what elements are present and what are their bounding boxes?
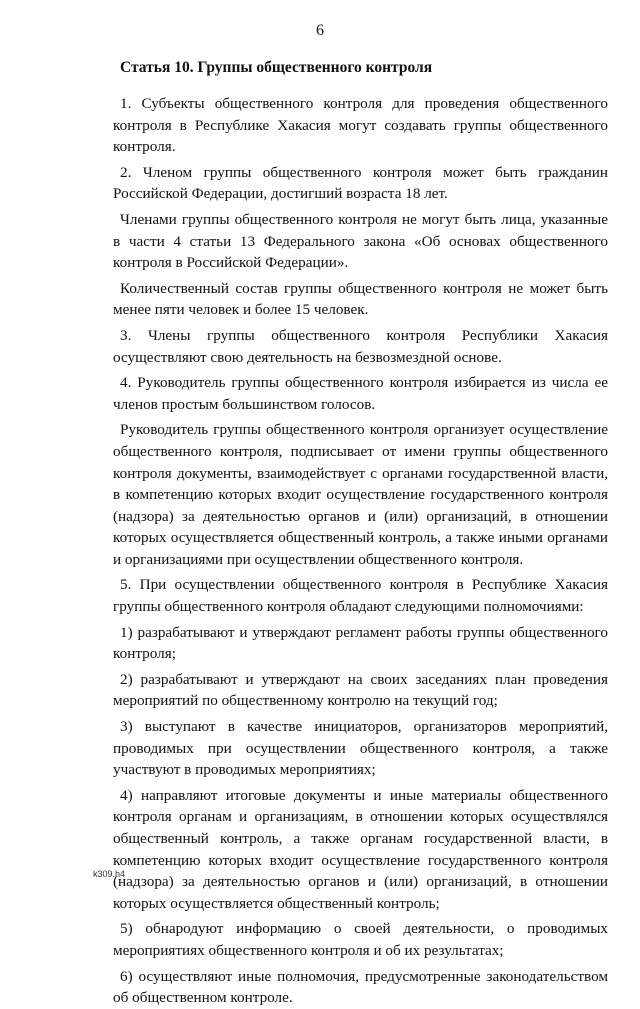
paragraph: 1. Субъекты общественного контроля для проведения общественного контроля в Республике Хакасия могут создавать группы общественного контроля. (113, 95, 608, 156)
list-item: 5) обнародуют информацию о своей деятельности, о проводимых мероприятиях общественного контроля и об их результатах; (113, 920, 608, 959)
paragraph: Количественный состав группы общественного контроля не может быть менее пяти человек и более 15 человек. (113, 279, 608, 319)
list-item: 4) направляют итоговые документы и иные материалы общественного контроля органам и организациям, в отношении которых осуществлялся общественный контроль, а также органам государственной власти, в компетенцию которых входит осуществление государственного контроля (надзора) за деятельностью органов и (или) организаций, в отношении которых осуществляется общественный контроль; (113, 786, 608, 912)
paragraph: 5. При осуществлении общественного контроля в Республике Хакасия группы общественного контроля обладают следующими полномочиями: (113, 576, 608, 616)
page-number: 6 (316, 22, 324, 39)
footer-code: k309.h4 (93, 869, 126, 879)
list-item: 2) разрабатывают и утверждают на своих заседаниях план проведения мероприятий по общественному контролю на текущий год; (113, 670, 608, 710)
paragraph: 3. Члены группы общественного контроля Республики Хакасия осуществляют свою деятельность на безвозмездной основе. (113, 326, 608, 366)
paragraph: Руководитель группы общественного контроля организует осуществление общественного контроля, подписывает от имени группы общественного контроля документы, взаимодействует с органами государственной власти, в компетенцию которых входит осуществление государственного контроля (надзора) за деятельностью органов и (или) организаций, в отношении которых осуществляется общественный контроль, а также иными органами и организациями при осуществлении общественного контроля. (113, 421, 608, 568)
paragraph: Членами группы общественного контроля не могут быть лица, указанные в части 4 статьи 13 Федерального закона «Об основах общественного контроля в Российской Федерации». (113, 210, 608, 272)
article-title: Статья 10. Группы общественного контроля (120, 59, 433, 76)
paragraph: 4. Руководитель группы общественного контроля избирается из числа ее членов простым большинством голосов. (113, 374, 608, 413)
paragraph: 2. Членом группы общественного контроля может быть гражданин Российской Федерации, достигший возраста 18 лет. (113, 163, 608, 203)
list-item: 6) осуществляют иные полномочия, предусмотренные законодательством об общественном контроле. (113, 967, 608, 1007)
list-item: 3) выступают в качестве инициаторов, организаторов мероприятий, проводимых при осуществлении общественного контроля, а также участвуют в проводимых мероприятиях; (113, 718, 608, 779)
list-item: 1) разрабатывают и утверждают регламент работы группы общественного контроля; (113, 623, 608, 663)
document-body (113, 57, 608, 1009)
